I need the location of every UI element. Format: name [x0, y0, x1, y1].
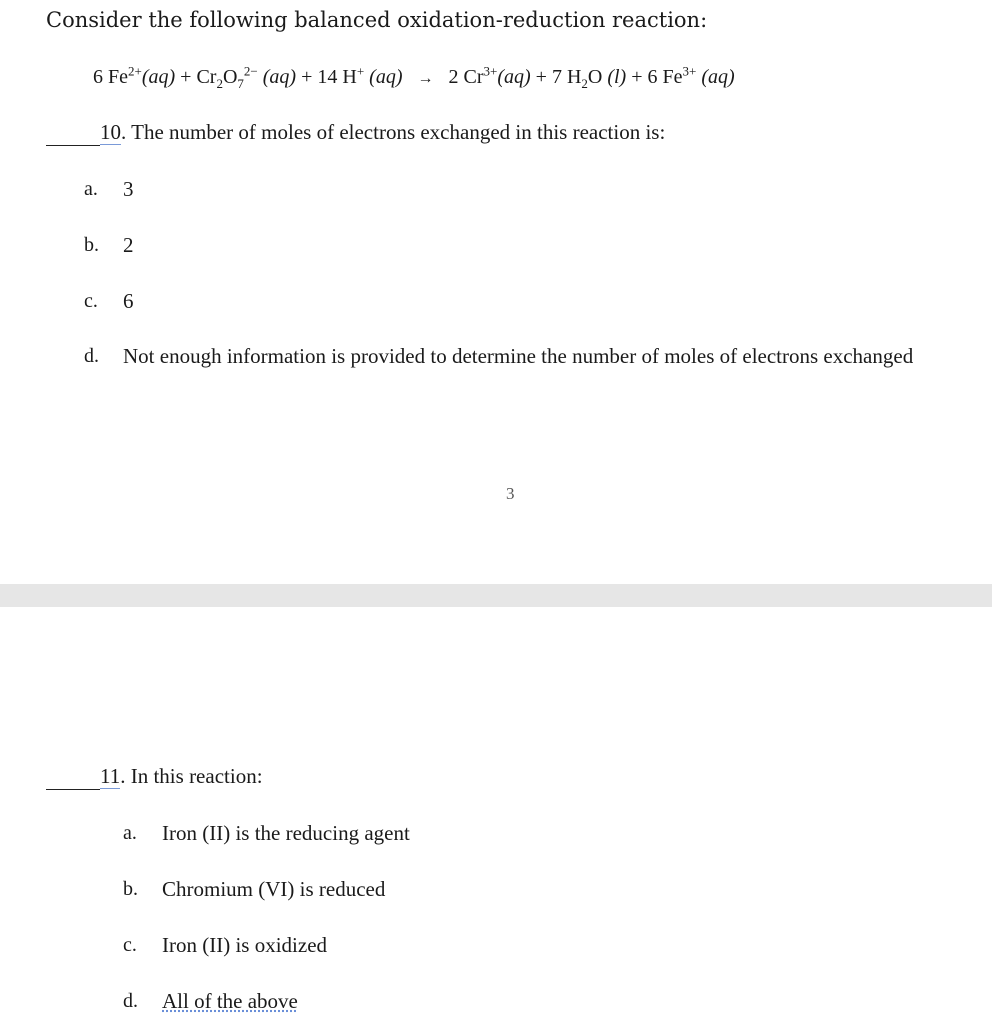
page-gap: [0, 584, 992, 607]
option-text: Iron (II) is the reducing agent: [162, 821, 410, 845]
option-letter: d.: [123, 990, 138, 1012]
option-text: Chromium (VI) is reduced: [162, 877, 386, 901]
answer-blank-q11[interactable]: [46, 789, 100, 790]
option-text: 6: [123, 289, 134, 313]
option-text: Not enough information is provided to determine the number of moles of electrons exchanged: [123, 344, 914, 368]
question-10: 10. The number of moles of electrons exchanged in this reaction is:: [100, 120, 666, 144]
intro-text: Consider the following balanced oxidation-reduction reaction:: [46, 8, 708, 32]
option-text: 2: [123, 233, 134, 257]
option-letter: a.: [123, 822, 137, 844]
option-letter: b.: [84, 234, 99, 256]
option-letter: c.: [84, 290, 98, 312]
option-text: All of the above: [162, 989, 298, 1013]
option-letter: a.: [84, 178, 98, 200]
question-number: 11: [100, 764, 121, 788]
option-text: 3: [123, 177, 134, 201]
option-letter: d.: [84, 345, 99, 367]
question-number: 10: [100, 120, 121, 144]
page-number: 3: [506, 484, 515, 503]
answer-blank-q10[interactable]: [46, 145, 100, 146]
option-text: Iron (II) is oxidized: [162, 933, 328, 957]
question-11: 11. In this reaction:: [100, 764, 263, 788]
option-letter: c.: [123, 934, 137, 956]
option-letter: b.: [123, 878, 138, 900]
reaction-arrow: →: [417, 70, 434, 87]
page-2: [0, 607, 992, 1024]
reaction-equation: 6 $Fe^{2+}(aq) + Cr_2O_7^{2-}$ (aq) + 14 H+ (aq) → 2 $Cr^{3+}(aq) + 7$ $H_2O$ (l) + 6 $Fe^{3+}$ (aq): [93, 63, 735, 91]
